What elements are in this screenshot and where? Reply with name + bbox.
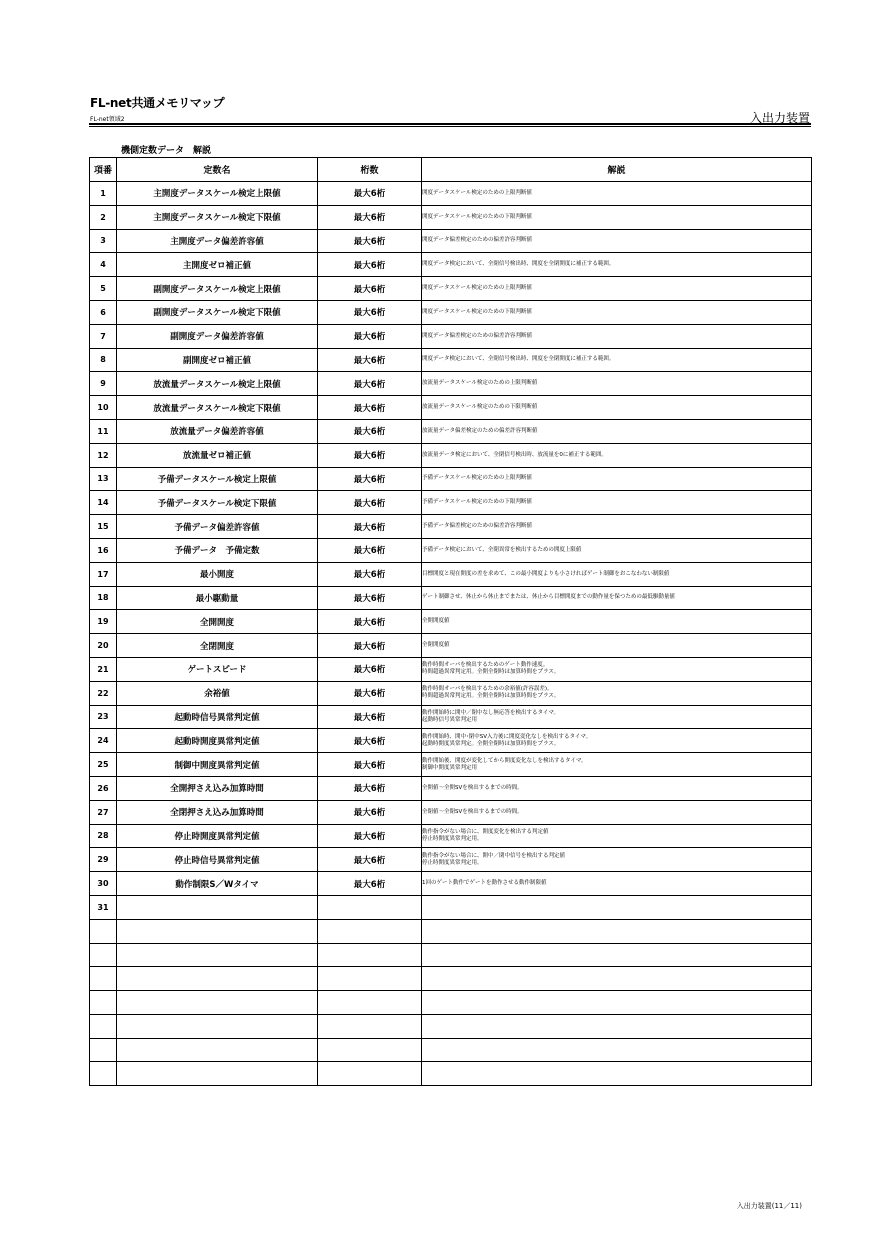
constant-description bbox=[422, 991, 812, 1015]
constant-name bbox=[117, 991, 318, 1015]
constant-description bbox=[422, 562, 812, 586]
row-number bbox=[90, 967, 117, 991]
row-number: 18 bbox=[90, 586, 117, 610]
table-row bbox=[90, 324, 812, 348]
table-row bbox=[90, 1038, 812, 1062]
constant-description bbox=[422, 919, 812, 943]
row-number: 21 bbox=[90, 657, 117, 681]
constant-description bbox=[422, 396, 812, 420]
constant-name: ゲートスピード bbox=[117, 657, 318, 681]
digit-count: 最大6桁 bbox=[318, 300, 422, 324]
row-number: 27 bbox=[90, 800, 117, 824]
digit-count bbox=[318, 1014, 422, 1038]
row-number: 31 bbox=[90, 895, 117, 919]
digit-count bbox=[318, 895, 422, 919]
table-row bbox=[90, 634, 812, 658]
constant-description bbox=[422, 253, 812, 277]
description-line: 1回のゲート動作でゲートを動作させる動作制限値 bbox=[422, 880, 547, 886]
description-line: 動作時間オーバを検出するための余裕値(許容誤差)。 bbox=[422, 686, 553, 693]
digit-count: 最大6桁 bbox=[318, 372, 422, 396]
row-number: 19 bbox=[90, 610, 117, 634]
constant-description bbox=[422, 205, 812, 229]
section-title: 機側定数データ 解説 bbox=[121, 146, 212, 156]
constant-name: 予備データ 予備定数 bbox=[117, 538, 318, 562]
constant-description bbox=[422, 443, 812, 467]
row-number: 15 bbox=[90, 515, 117, 539]
row-number: 16 bbox=[90, 538, 117, 562]
digit-count: 最大6桁 bbox=[318, 396, 422, 420]
digit-count: 最大6桁 bbox=[318, 776, 422, 800]
constant-description bbox=[422, 657, 812, 681]
table-row bbox=[90, 681, 812, 705]
table-row bbox=[90, 967, 812, 991]
constant-description bbox=[422, 277, 812, 301]
description-line: 制御中開度異常判定用 bbox=[422, 764, 478, 771]
constant-description bbox=[422, 372, 812, 396]
constant-description bbox=[422, 324, 812, 348]
table-row bbox=[90, 610, 812, 634]
constant-name bbox=[117, 919, 318, 943]
table-row bbox=[90, 705, 812, 729]
digit-count bbox=[318, 919, 422, 943]
constant-description bbox=[422, 1062, 812, 1086]
constant-name: 放流量データ偏差許容値 bbox=[117, 419, 318, 443]
constant-description bbox=[422, 824, 812, 848]
digit-count bbox=[318, 991, 422, 1015]
page-number: 入出力装置(11／11) bbox=[736, 1202, 802, 1210]
table-row bbox=[90, 372, 812, 396]
description-line: 放流量データ偏差検定のための偏差許容判断値 bbox=[422, 427, 538, 434]
table-row bbox=[90, 1062, 812, 1086]
constant-name: 主開度ゼロ補正値 bbox=[117, 253, 318, 277]
table-body bbox=[90, 182, 812, 1086]
row-number: 7 bbox=[90, 324, 117, 348]
constant-description bbox=[422, 634, 812, 658]
constant-description bbox=[422, 419, 812, 443]
description-line: 動作時間オーバを検出するためのゲート動作速度。 bbox=[422, 662, 549, 669]
constant-name: 停止時信号異常判定値 bbox=[117, 848, 318, 872]
description-line: 放流量データスケール検定のための下限判断値 bbox=[422, 404, 538, 411]
row-number: 12 bbox=[90, 443, 117, 467]
table-row bbox=[90, 919, 812, 943]
description-line: 開度データ検定において、全閉信号検出時、開度を全閉開度に補正する範囲。 bbox=[422, 356, 615, 363]
digit-count bbox=[318, 1038, 422, 1062]
constant-name bbox=[117, 895, 318, 919]
row-number bbox=[90, 1062, 117, 1086]
description-line: 起動時信号異常判定用 bbox=[422, 716, 478, 723]
constant-name: 予備データスケール検定下限値 bbox=[117, 491, 318, 515]
table-row bbox=[90, 253, 812, 277]
description-line: 目標開度と現在開度の差を求めて、この最小開度よりも小さければゲート制御をおこなわない制限値 bbox=[422, 570, 670, 577]
constant-name: 副開度データスケール検定下限値 bbox=[117, 300, 318, 324]
constant-description bbox=[422, 300, 812, 324]
row-number: 9 bbox=[90, 372, 117, 396]
constant-name: 主開度データ偏差許容値 bbox=[117, 229, 318, 253]
constant-name: 主開度データスケール検定下限値 bbox=[117, 205, 318, 229]
constant-name: 全開開度 bbox=[117, 610, 318, 634]
constant-description bbox=[422, 491, 812, 515]
constant-name: 予備データ偏差許容値 bbox=[117, 515, 318, 539]
description-line: 予備データスケール検定のための上限判断値 bbox=[422, 475, 532, 482]
constant-name: 副開度データスケール検定上限値 bbox=[117, 277, 318, 301]
constant-description bbox=[422, 967, 812, 991]
constant-description bbox=[422, 1014, 812, 1038]
digit-count: 最大6桁 bbox=[318, 467, 422, 491]
table-row bbox=[90, 1014, 812, 1038]
table-row bbox=[90, 800, 812, 824]
digit-count: 最大6桁 bbox=[318, 705, 422, 729]
row-number: 10 bbox=[90, 396, 117, 420]
table-row bbox=[90, 562, 812, 586]
constant-description bbox=[422, 681, 812, 705]
constant-name: 最小駆動量 bbox=[117, 586, 318, 610]
row-number: 25 bbox=[90, 753, 117, 777]
digit-count: 最大6桁 bbox=[318, 348, 422, 372]
description-line: 放流量データスケール検定のための上限判断値 bbox=[422, 380, 538, 387]
constant-name: 予備データスケール検定上限値 bbox=[117, 467, 318, 491]
constant-name bbox=[117, 943, 318, 967]
column-header-no: 項番 bbox=[90, 158, 117, 182]
digit-count: 最大6桁 bbox=[318, 610, 422, 634]
constant-description bbox=[422, 705, 812, 729]
constant-description bbox=[422, 348, 812, 372]
row-number: 4 bbox=[90, 253, 117, 277]
description-line: 停止時開度異常判定用。 bbox=[422, 859, 483, 866]
table-row bbox=[90, 586, 812, 610]
constant-description bbox=[422, 586, 812, 610]
row-number: 6 bbox=[90, 300, 117, 324]
row-number: 5 bbox=[90, 277, 117, 301]
table-row bbox=[90, 348, 812, 372]
digit-count: 最大6桁 bbox=[318, 562, 422, 586]
constant-description bbox=[422, 800, 812, 824]
constant-name: 放流量ゼロ補正値 bbox=[117, 443, 318, 467]
constant-name bbox=[117, 1038, 318, 1062]
description-line: 動作開始時に開中／閉中なし無応答を検出するタイマ。 bbox=[422, 709, 560, 716]
constant-name: 起動時開度異常判定値 bbox=[117, 729, 318, 753]
table-row bbox=[90, 277, 812, 301]
constant-name: 最小開度 bbox=[117, 562, 318, 586]
constant-name: 起動時信号異常判定値 bbox=[117, 705, 318, 729]
digit-count: 最大6桁 bbox=[318, 538, 422, 562]
digit-count: 最大6桁 bbox=[318, 872, 422, 896]
digit-count: 最大6桁 bbox=[318, 729, 422, 753]
row-number: 28 bbox=[90, 824, 117, 848]
digit-count: 最大6桁 bbox=[318, 681, 422, 705]
column-header-description: 解説 bbox=[422, 158, 812, 182]
row-number: 14 bbox=[90, 491, 117, 515]
table-row bbox=[90, 824, 812, 848]
table-row bbox=[90, 515, 812, 539]
constant-description bbox=[422, 943, 812, 967]
table-row bbox=[90, 419, 812, 443]
row-number: 24 bbox=[90, 729, 117, 753]
constant-name: 制御中開度異常判定値 bbox=[117, 753, 318, 777]
description-line: 開度データ偏差検定のための偏差許容判断値 bbox=[422, 332, 533, 339]
description-line: 開度データ偏差検定のための偏差許容判断値 bbox=[422, 237, 533, 244]
constant-description bbox=[422, 1038, 812, 1062]
table-row bbox=[90, 776, 812, 800]
description-line: 開度データスケール検定のための下限判断値 bbox=[422, 213, 532, 220]
constant-description bbox=[422, 610, 812, 634]
constant-name: 副開度データ偏差許容値 bbox=[117, 324, 318, 348]
constant-name: 放流量データスケール検定下限値 bbox=[117, 396, 318, 420]
digit-count: 最大6桁 bbox=[318, 419, 422, 443]
table-row bbox=[90, 182, 812, 206]
table-row bbox=[90, 991, 812, 1015]
description-line: 動作指令がない場合に、開度変化を検出する判定値 bbox=[422, 828, 549, 835]
constant-name: 主開度データスケール検定上限値 bbox=[117, 182, 318, 206]
description-line: 放流量データ検定において、全閉信号検出時、放流量を0に補正する範囲。 bbox=[422, 451, 607, 458]
digit-count: 最大6桁 bbox=[318, 491, 422, 515]
device-label: 入出力装置 bbox=[749, 111, 810, 125]
digit-count bbox=[318, 967, 422, 991]
header-rule-thin bbox=[89, 126, 811, 127]
constant-description bbox=[422, 729, 812, 753]
description-line: 動作開始後、開度が変化してから開度変化なしを検出するタイマ。 bbox=[422, 757, 587, 764]
digit-count: 最大6桁 bbox=[318, 277, 422, 301]
table-row bbox=[90, 848, 812, 872]
table-row bbox=[90, 943, 812, 967]
constant-name: 余裕値 bbox=[117, 681, 318, 705]
digit-count: 最大6桁 bbox=[318, 182, 422, 206]
row-number: 2 bbox=[90, 205, 117, 229]
digit-count: 最大6桁 bbox=[318, 253, 422, 277]
table-row bbox=[90, 205, 812, 229]
constant-description bbox=[422, 872, 812, 896]
digit-count: 最大6桁 bbox=[318, 586, 422, 610]
description-line: 動作開始時、開中･閉中SV入力後に開度変化なしを検出するタイマ。 bbox=[422, 733, 592, 740]
row-number bbox=[90, 943, 117, 967]
constant-name: 全開押さえ込み加算時間 bbox=[117, 776, 318, 800]
column-header-name: 定数名 bbox=[117, 158, 318, 182]
constant-description bbox=[422, 515, 812, 539]
row-number: 8 bbox=[90, 348, 117, 372]
digit-count: 最大6桁 bbox=[318, 848, 422, 872]
description-line: 動作指令がない場合に、開中／閉中信号を検出する判定値 bbox=[422, 852, 566, 859]
description-line: 全開値～全開SVを検出するまでの時間。 bbox=[422, 784, 523, 791]
row-number: 26 bbox=[90, 776, 117, 800]
constant-name: 全閉開度 bbox=[117, 634, 318, 658]
digit-count: 最大6桁 bbox=[318, 753, 422, 777]
description-line: 予備データ検定において、全閉異常を検出するための開度上限値 bbox=[422, 546, 582, 553]
description-line: 開度データスケール検定のための下限判断値 bbox=[422, 308, 532, 315]
page-title: FL-net共通メモリマップ bbox=[90, 96, 225, 110]
row-number: 23 bbox=[90, 705, 117, 729]
table-header-row bbox=[90, 158, 812, 182]
header-rule-thick bbox=[89, 123, 811, 125]
digit-count: 最大6桁 bbox=[318, 324, 422, 348]
table-row bbox=[90, 300, 812, 324]
table-row bbox=[90, 229, 812, 253]
description-line: 開度データ検定において、全閉信号検出時、開度を全閉開度に補正する範囲。 bbox=[422, 261, 615, 268]
description-line: 予備データスケール検定のための下限判断値 bbox=[422, 499, 532, 506]
row-number: 1 bbox=[90, 182, 117, 206]
table-row bbox=[90, 443, 812, 467]
table-row bbox=[90, 657, 812, 681]
constant-description bbox=[422, 753, 812, 777]
table-row bbox=[90, 729, 812, 753]
constants-table bbox=[89, 157, 812, 1086]
constant-description bbox=[422, 229, 812, 253]
row-number bbox=[90, 991, 117, 1015]
row-number: 30 bbox=[90, 872, 117, 896]
table-row bbox=[90, 467, 812, 491]
row-number: 29 bbox=[90, 848, 117, 872]
digit-count bbox=[318, 943, 422, 967]
row-number bbox=[90, 919, 117, 943]
constant-name: 副開度ゼロ補正値 bbox=[117, 348, 318, 372]
digit-count bbox=[318, 1062, 422, 1086]
digit-count: 最大6桁 bbox=[318, 634, 422, 658]
constant-name: 動作制限S／Wタイマ bbox=[117, 872, 318, 896]
row-number bbox=[90, 1038, 117, 1062]
digit-count: 最大6桁 bbox=[318, 205, 422, 229]
table-row bbox=[90, 491, 812, 515]
constant-name: 停止時開度異常判定値 bbox=[117, 824, 318, 848]
constant-name: 放流量データスケール検定上限値 bbox=[117, 372, 318, 396]
constant-name: 全閉押さえ込み加算時間 bbox=[117, 800, 318, 824]
description-line: 開度データスケール検定のための上限判断値 bbox=[422, 285, 532, 292]
constant-name bbox=[117, 1062, 318, 1086]
digit-count: 最大6桁 bbox=[318, 229, 422, 253]
description-line: 全開開度値 bbox=[422, 618, 450, 625]
constant-description bbox=[422, 848, 812, 872]
row-number: 20 bbox=[90, 634, 117, 658]
description-line: ゲート制御させ、休止から休止までまたは、休止から目標開度までの動作量を保つための最低駆動量値 bbox=[422, 594, 675, 601]
row-number bbox=[90, 1014, 117, 1038]
constant-name bbox=[117, 1014, 318, 1038]
constant-description bbox=[422, 895, 812, 919]
description-line: 停止時開度異常判定用。 bbox=[422, 835, 483, 842]
table-row bbox=[90, 538, 812, 562]
constant-description bbox=[422, 538, 812, 562]
digit-count: 最大6桁 bbox=[318, 800, 422, 824]
row-number: 22 bbox=[90, 681, 117, 705]
table-row bbox=[90, 895, 812, 919]
description-line: 起動時開度異常判定。全開全閉時は加算時間をプラス。 bbox=[422, 740, 560, 747]
constant-description bbox=[422, 467, 812, 491]
table-row bbox=[90, 396, 812, 420]
description-line: 時間超過異常判定用。全開全閉時は加算時間をプラス。 bbox=[422, 693, 560, 700]
digit-count: 最大6桁 bbox=[318, 515, 422, 539]
constant-description bbox=[422, 776, 812, 800]
table-row bbox=[90, 872, 812, 896]
digit-count: 最大6桁 bbox=[318, 657, 422, 681]
area-subtitle: FL-net領域2 bbox=[90, 116, 125, 123]
row-number: 3 bbox=[90, 229, 117, 253]
description-line: 全閉値～全閉SVを検出するまでの時間。 bbox=[422, 808, 523, 815]
row-number: 11 bbox=[90, 419, 117, 443]
description-line: 開度データスケール検定のための上限判断値 bbox=[422, 189, 532, 196]
constant-name bbox=[117, 967, 318, 991]
row-number: 17 bbox=[90, 562, 117, 586]
digit-count: 最大6桁 bbox=[318, 443, 422, 467]
description-line: 全閉開度値 bbox=[422, 642, 450, 649]
table-row bbox=[90, 753, 812, 777]
description-line: 予備データ偏差検定のための偏差許容判断値 bbox=[422, 523, 533, 530]
digit-count: 最大6桁 bbox=[318, 824, 422, 848]
description-line: 時間超過異常判定用。全開全閉時は加算時間をプラス。 bbox=[422, 669, 560, 676]
row-number: 13 bbox=[90, 467, 117, 491]
constant-description bbox=[422, 182, 812, 206]
column-header-digits: 桁数 bbox=[318, 158, 422, 182]
